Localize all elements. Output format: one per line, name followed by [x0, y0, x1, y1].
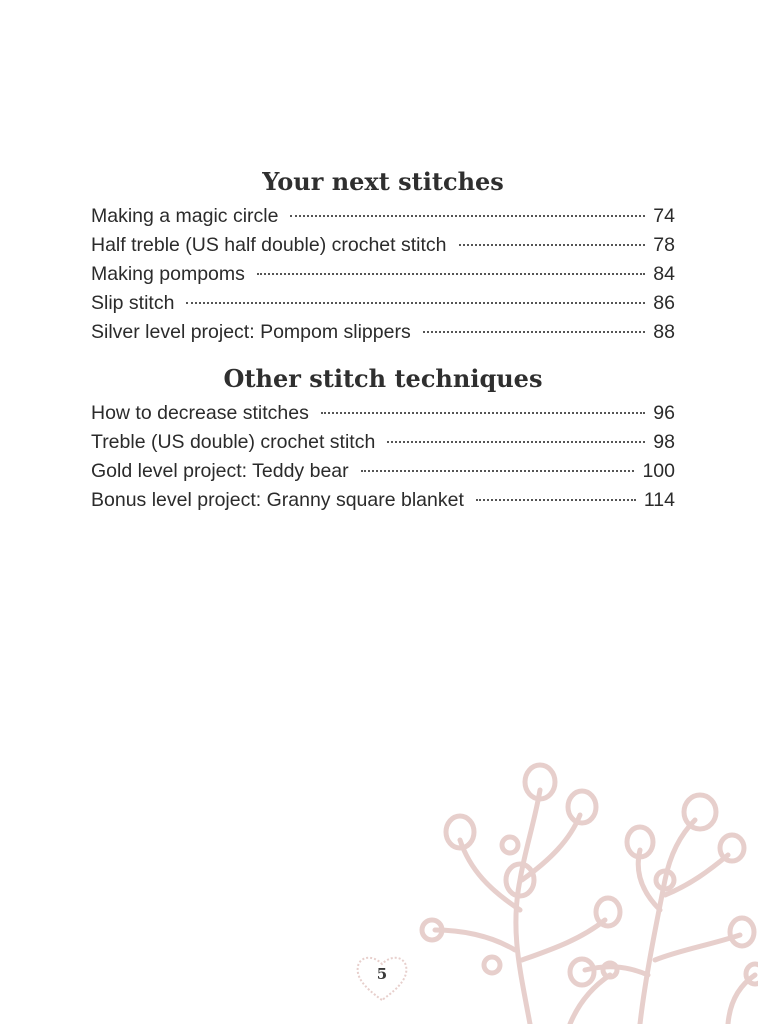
- dot-leader: [423, 331, 646, 333]
- toc-entry[interactable]: [91, 318, 675, 347]
- entry-label: Gold level project: Teddy bear: [91, 460, 349, 482]
- table-of-contents: [91, 162, 675, 515]
- dot-leader: [361, 470, 635, 472]
- toc-entry[interactable]: [91, 428, 675, 457]
- dot-leader: [459, 244, 646, 246]
- toc-entry[interactable]: [91, 260, 675, 289]
- entry-page-number: 114: [643, 489, 675, 511]
- dot-leader: [476, 499, 636, 501]
- toc-entry[interactable]: [91, 231, 675, 260]
- entry-label: Half treble (US half double) crochet stitch: [91, 234, 447, 256]
- dot-leader: [186, 302, 645, 304]
- dot-leader: [387, 441, 645, 443]
- dot-leader: [321, 412, 645, 414]
- entry-label: Bonus level project: Granny square blanket: [91, 489, 464, 511]
- entry-label: Making pompoms: [91, 263, 245, 285]
- toc-entry[interactable]: [91, 202, 675, 231]
- entry-label: Making a magic circle: [91, 205, 279, 227]
- entry-label: Silver level project: Pompom slippers: [91, 321, 411, 343]
- section-title: Your next stitches: [262, 167, 504, 196]
- page-number: 5: [376, 965, 388, 983]
- entry-page-number: 96: [653, 402, 675, 424]
- entry-page-number: 88: [653, 321, 675, 343]
- toc-section-other-stitch-techniques: [91, 359, 675, 515]
- entry-page-number: 78: [653, 234, 675, 256]
- faint-header-bleed: [200, 0, 400, 40]
- entry-label: How to decrease stitches: [91, 402, 309, 424]
- entry-label: Slip stitch: [91, 292, 175, 314]
- dot-leader: [290, 215, 645, 217]
- entry-page-number: 100: [642, 460, 675, 482]
- toc-entry[interactable]: [91, 457, 675, 486]
- toc-section-your-next-stitches: [91, 162, 675, 347]
- entry-page-number: 84: [653, 263, 675, 285]
- entry-label: Treble (US double) crochet stitch: [91, 431, 376, 453]
- dot-leader: [257, 273, 645, 275]
- entry-page-number: 86: [653, 292, 675, 314]
- section-title: Other stitch techniques: [223, 364, 543, 393]
- toc-entry[interactable]: [91, 486, 675, 515]
- toc-entry[interactable]: [91, 289, 675, 318]
- entry-page-number: 74: [653, 205, 675, 227]
- floral-branch-decoration: [410, 760, 758, 1024]
- entry-page-number: 98: [653, 431, 675, 453]
- toc-entry[interactable]: [91, 399, 675, 428]
